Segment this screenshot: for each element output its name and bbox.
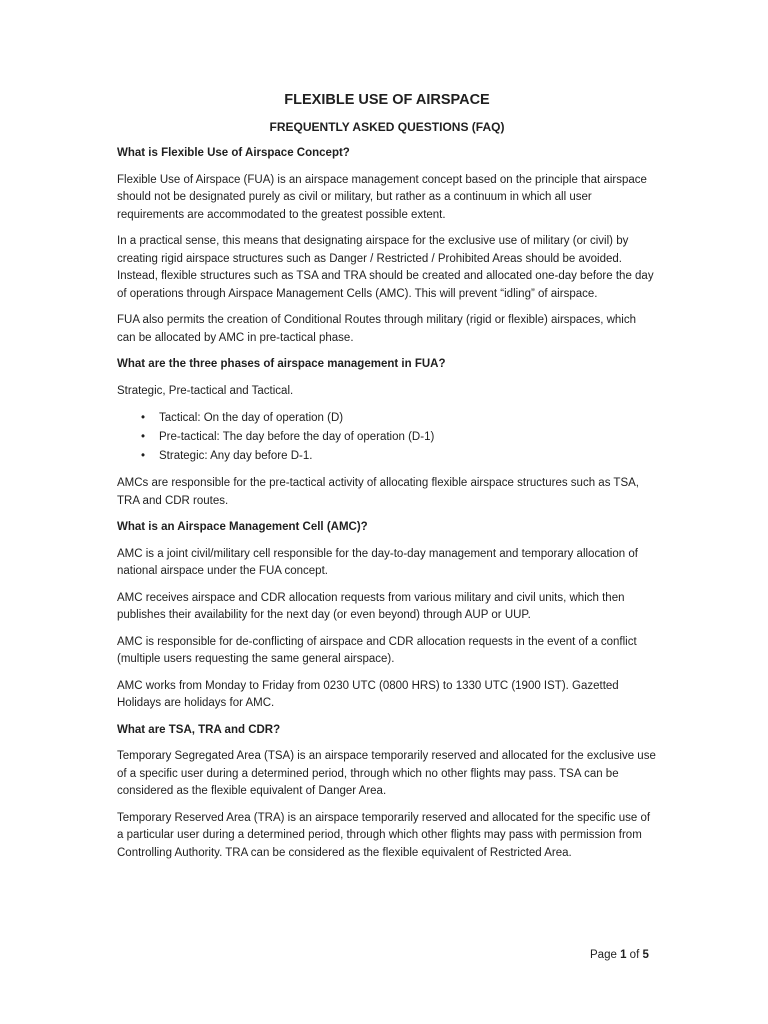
paragraph: Strategic, Pre-tactical and Tactical. xyxy=(117,384,294,397)
paragraph: AMC receives airspace and CDR allocation requests from various military and civil units, which then publishes their availability for the next day (or even beyond) through AUP or UUP. xyxy=(117,591,625,621)
current-page-number: 1 xyxy=(620,949,627,961)
bullet-icon: • xyxy=(141,450,146,462)
paragraph: Temporary Reserved Area (TRA) is an airspace temporarily reserved and allocated for the specific use of a particular user during a determined period, through which other flights may pass with permission from Controlling Authority. TRA can be considered as the flexible equivalent of Restricted Area. xyxy=(117,811,651,859)
page-footer xyxy=(590,946,649,964)
list-item-text: Strategic: Any day before D-1. xyxy=(159,450,313,462)
list-item xyxy=(117,447,657,466)
question-heading-amc: What is an Airspace Management Cell (AMC)? xyxy=(117,521,368,533)
of-label: of xyxy=(629,949,640,961)
phases-bullet-list xyxy=(117,409,657,466)
paragraph: Temporary Segregated Area (TSA) is an airspace temporarily reserved and allocated for the exclusive use of a specific user during a determined period, through which no other flights may pass. TSA can be considered as the flexible equivalent of Danger Area. xyxy=(117,750,656,797)
page-label: Page xyxy=(590,949,617,961)
paragraph: In a practical sense, this means that designating airspace for the exclusive use of military (or civil) by creating rigid airspace structures such as Danger / Restricted / Prohibited Areas should be avoided. Instead, flexible structures such as TSA and TRA should be created and allocated one-day before the day of operations through Airspace Management Cells (AMC). This will prevent “idling” of airspace. xyxy=(117,235,654,300)
document-subtitle: FREQUENTLY ASKED QUESTIONS (FAQ) xyxy=(269,120,505,134)
list-item xyxy=(117,409,657,428)
total-pages-number: 5 xyxy=(642,949,649,961)
paragraph: AMCs are responsible for the pre-tactical activity of allocating flexible airspace structures such as TSA, TRA and CDR routes. xyxy=(117,477,639,507)
paragraph: AMC works from Monday to Friday from 0230 UTC (0800 HRS) to 1330 UTC (1900 IST). Gazetted Holidays are holidays for AMC. xyxy=(117,679,619,709)
paragraph: Flexible Use of Airspace (FUA) is an airspace management concept based on the principle that airspace should not be designated purely as civil or military, but rather as a continuum in which all user requirements are accommodated to the greatest possible extent. xyxy=(117,173,647,221)
bullet-icon: • xyxy=(141,431,146,443)
question-heading-fua-concept: What is Flexible Use of Airspace Concept? xyxy=(117,147,350,159)
paragraph: AMC is a joint civil/military cell responsible for the day-to-day management and temporary allocation of national airspace under the FUA concept. xyxy=(117,547,638,577)
paragraph: AMC is responsible for de-conflicting of airspace and CDR allocation requests in the event of a conflict (multiple users requesting the same general airspace). xyxy=(117,635,637,665)
list-item xyxy=(117,428,657,447)
paragraph: FUA also permits the creation of Conditional Routes through military (rigid or flexible) airspaces, which can be allocated by AMC in pre-tactical phase. xyxy=(117,314,637,344)
list-item-text: Pre-tactical: The day before the day of operation (D-1) xyxy=(159,431,435,443)
list-item-text: Tactical: On the day of operation (D) xyxy=(159,412,344,424)
document-title: FLEXIBLE USE OF AIRSPACE xyxy=(284,92,490,108)
document-page xyxy=(117,88,657,862)
question-heading-tsa-tra-cdr: What are TSA, TRA and CDR? xyxy=(117,723,281,736)
question-heading-three-phases: What are the three phases of airspace management in FUA? xyxy=(117,358,446,370)
bullet-icon: • xyxy=(141,412,146,424)
